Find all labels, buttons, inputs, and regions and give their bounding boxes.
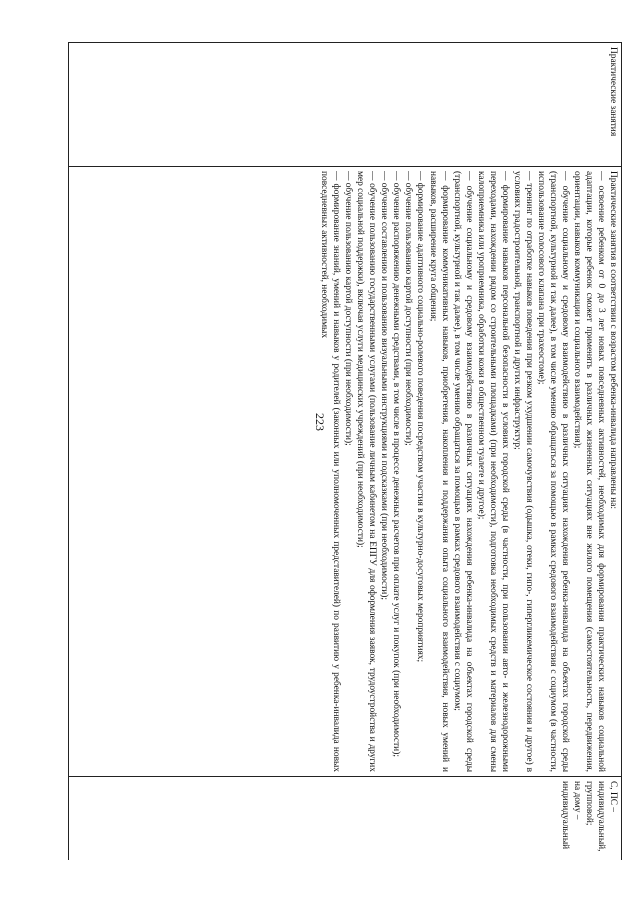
list-item: — освоение ребенком от 0 до 3 лет новых повседневных активностей, необходимых для формирования практических навыков социальной адаптации, которые ребенок сможет применять в различных жизненных ситуациях вне жилого помещения (самостоятельность, передвижения, ориентации, навыков коммуникации и социального взаимодействия);	[571, 171, 606, 772]
list-item: — обучение распоряжению денежными средствами, в том числе в процессе денежных расчетов при оплате услуг и покупок (при необходимости);	[391, 171, 402, 757]
intro-text: Практические занятия в соответствии с возрастом ребенка-инвалида направлены на:	[608, 171, 618, 510]
section-name: Практические занятия	[608, 47, 618, 137]
table-row	[69, 43, 622, 861]
list-item: — обучение составлению и пользованию визуальными инструкциями и подсказками (при необходимости);	[379, 171, 390, 601]
form-line: индивидуальный,	[595, 781, 606, 852]
list-item: — обучение социальному и средовому взаимодействию в различных ситуациях нахождения ребенка-инвалида на объектах городской среды (транспортной, культурной и так далее), в том числе умению обращаться за помощью в рамках средового взаимодействия с социумом;	[451, 171, 474, 772]
list-item: — обучение пользованию государственными услугами (пользование личным кабинетом на ЕПГУ для оформления заявок, трудоустройства и других мер социальной поддержки), включая услуги медицинских учреждений (при необходимости);	[355, 171, 378, 772]
list-item: — обучение пользованию картой доступности (при необходимости);	[343, 171, 354, 446]
list-item: — тренинг по отработке навыков поведения при резком ухудшении самочувствия (одышка, отеки, гипо-, гипергликемическое состояния и другое) в условиях градостроительной, транспортной и других инфраструктур;	[511, 171, 534, 772]
form-line: С, ПС –	[608, 781, 618, 812]
form-cell	[69, 777, 622, 861]
list-item: — формирование коммуникативных навыков, приобретения, накопления и поддержания опыта социального взаимодействия, новых умений и навыков, расширение круга общения;	[427, 171, 450, 772]
list-item: — обучение пользованию картой доступности (при необходимости);	[403, 171, 414, 446]
list-item: — обучение социальному и средовому взаимодействию в различных ситуациях нахождения ребенка-инвалида на объектах городской среды (транспортной, культурной и так далее), в том числе умению обращаться за помощью в рамках средового взаимодействия с социумом (в частности, использование голосового клапана при трахеостоме);	[535, 171, 570, 772]
rotated-table-wrapper	[68, 42, 622, 860]
page-number: 223	[313, 413, 327, 431]
rotated-table-area	[68, 42, 622, 860]
form-line: групповой;	[583, 781, 594, 826]
list-item: — формирование навыков персональной безопасности в условиях городской среды (в частности, при пользовании авто- и железнодорожными переходами, нахождении рядом со строительными площадками) (при необходимости), подготовка необходимых средств и материалов для смены калоприемника или уроприемника, обработки кожи в общественном туалете и другое);	[475, 171, 510, 772]
section-name-cell	[69, 43, 622, 167]
form-line: индивидуальный	[559, 781, 570, 850]
content-cell	[69, 167, 622, 777]
form-line: на дому –	[571, 781, 582, 820]
list-item: — формирование адаптивного социально-ролевого поведения посредством участия в культурно-досуговых мероприятиях;	[415, 171, 426, 663]
list-item: — формирование знаний, умений и навыков у родителей (законных или уполномоченных представителей) по развитию у ребенка-инвалида новых повседневных активностей, необходимых	[319, 171, 342, 772]
rehabilitation-table	[68, 42, 622, 860]
